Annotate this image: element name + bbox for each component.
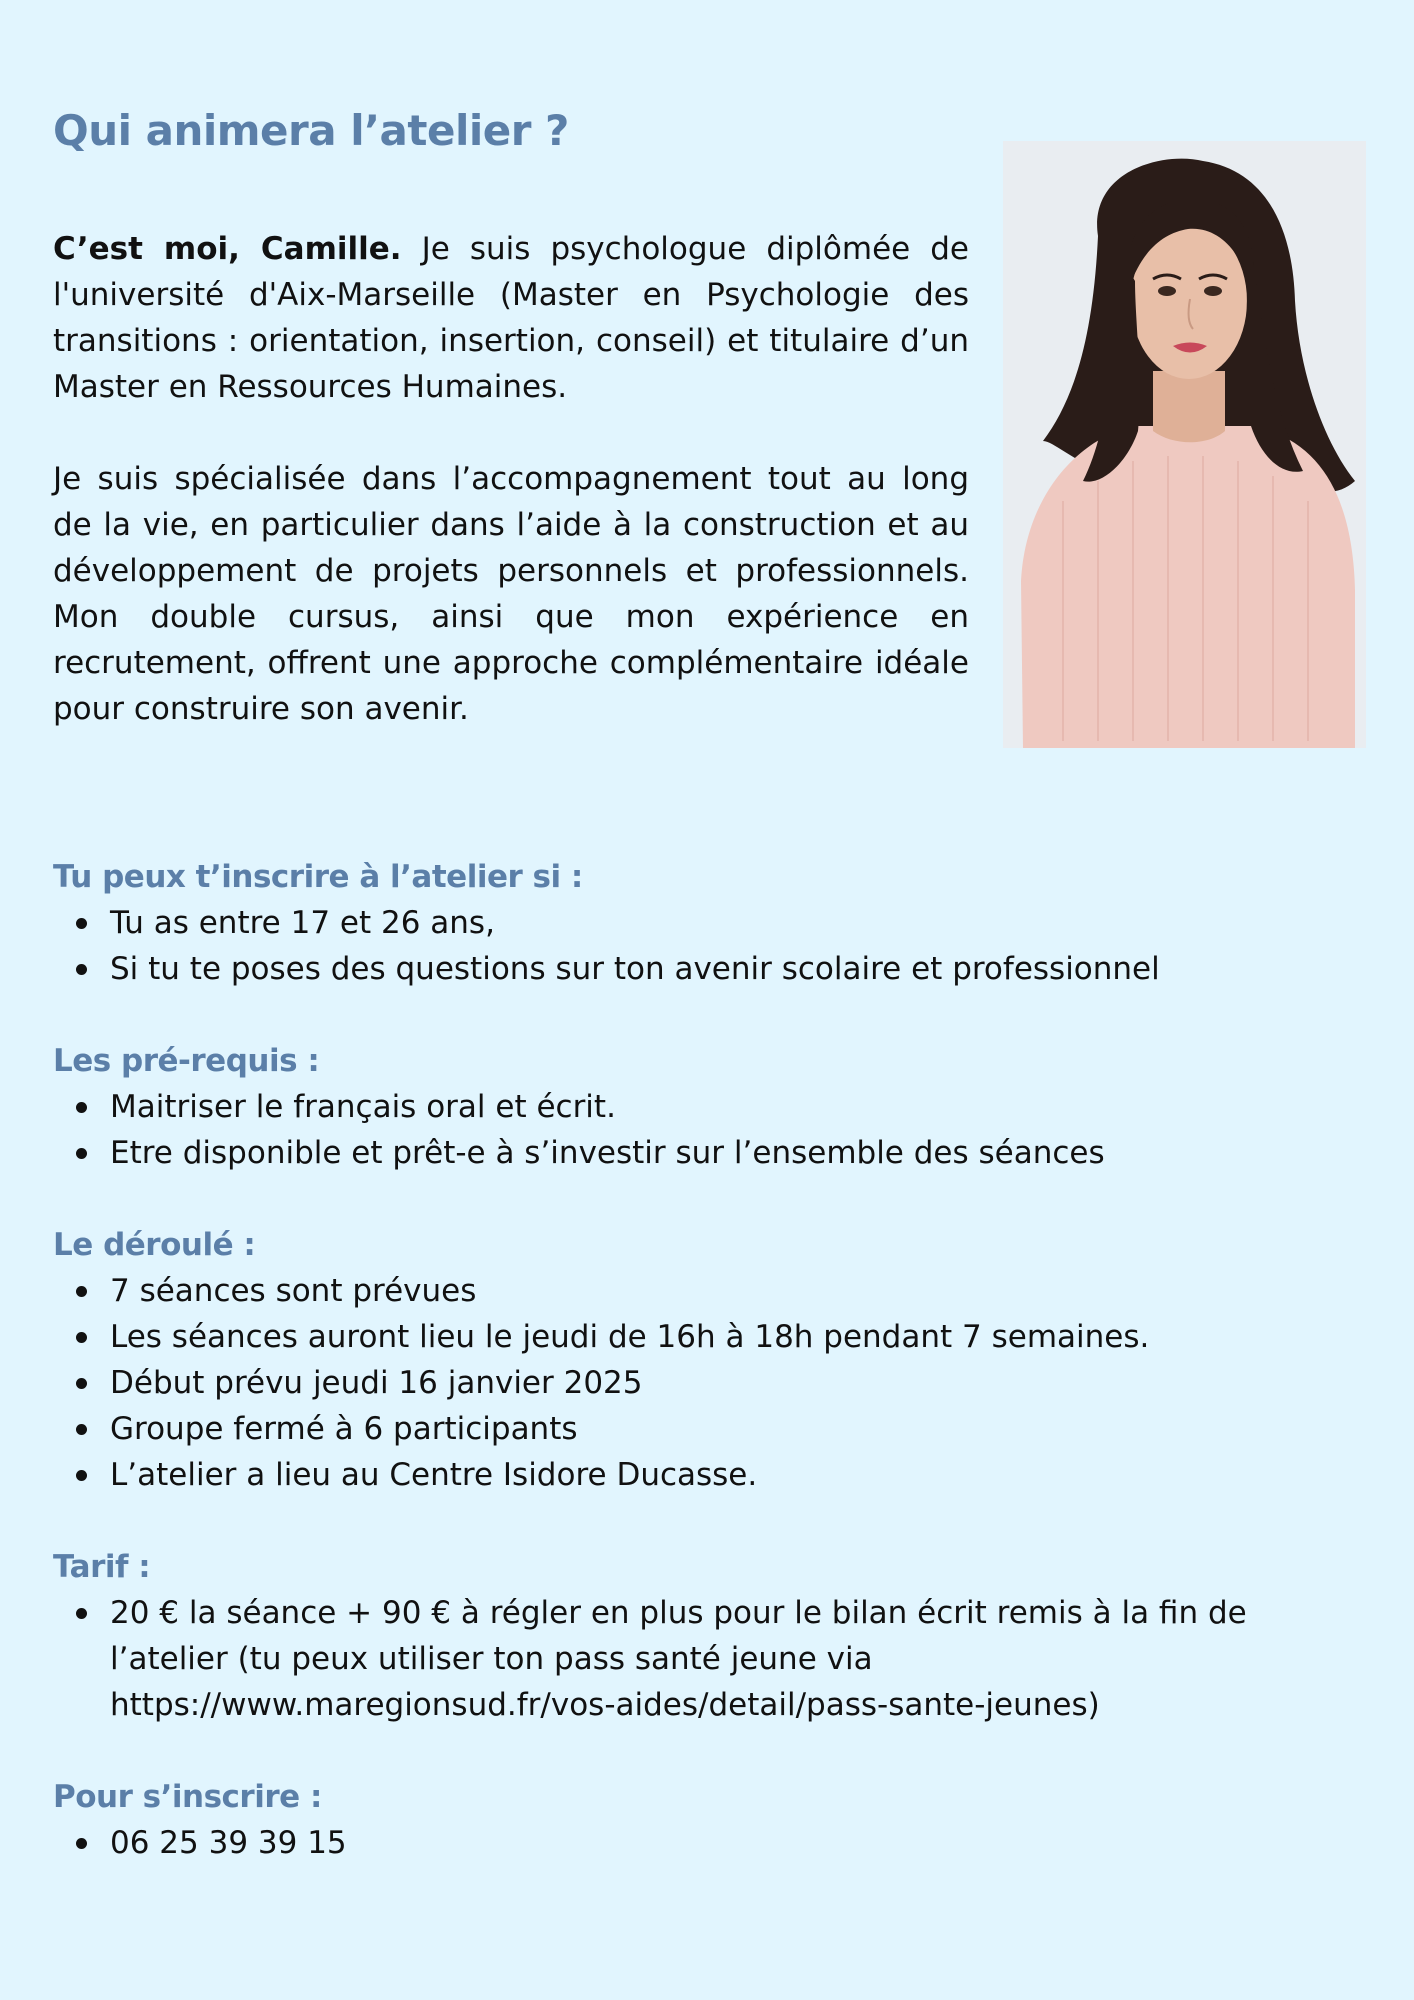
list-item-text: Les séances auront lieu le jeudi de 16h à 18h pendant 7 semaines. (110, 1319, 1150, 1355)
bullet-icon (76, 1378, 87, 1389)
intro-paragraph-1-text: Je suis psychologue diplômée de l'université d'Aix-Marseille (Master en Psychologie des transitions : orientation, insertion, conseil) et titulaire d’un Master en Ressources Humaines. (53, 231, 969, 405)
list-item-text: 20 € la séance + 90 € à régler en plus pour le bilan écrit remis à la fin de l’atelier (tu peux utiliser ton pass santé jeune via https://www.maregionsud.fr/vos-aides/detail/pass-sante-jeunes) (110, 1595, 1247, 1723)
list-item (53, 1268, 1373, 1314)
list-item-text: L’atelier a lieu au Centre Isidore Ducasse. (110, 1457, 758, 1493)
section-heading: Pour s’inscrire : (53, 1779, 322, 1815)
list-item-text: Etre disponible et prêt-e à s’investir sur l’ensemble des séances (110, 1135, 1105, 1171)
list-item-text: 7 séances sont prévues (110, 1273, 477, 1309)
list-item-text: Début prévu jeudi 16 janvier 2025 (110, 1365, 643, 1401)
section-schedule (53, 1222, 1373, 1498)
bullet-icon (76, 964, 87, 975)
bullet-list (53, 1084, 1373, 1176)
list-item-text: Groupe fermé à 6 participants (110, 1411, 578, 1447)
phone-number: 06 25 39 39 15 (110, 1825, 347, 1861)
section-heading: Tarif : (53, 1549, 151, 1585)
list-item (53, 1314, 1373, 1360)
list-item-text: Tu as entre 17 et 26 ans, (110, 905, 495, 941)
list-item (53, 1406, 1373, 1452)
portrait-photo (1003, 141, 1366, 748)
intro-paragraph-1 (53, 226, 969, 410)
portrait-illustration (1003, 141, 1366, 748)
info-sections (53, 854, 1373, 1912)
bullet-icon (76, 1102, 87, 1113)
section-prerequisites (53, 1038, 1373, 1176)
list-item (53, 1084, 1373, 1130)
bullet-icon (76, 1470, 87, 1481)
list-item-text: Si tu te poses des questions sur ton avenir scolaire et professionnel (110, 951, 1160, 987)
bullet-icon (76, 1148, 87, 1159)
bullet-icon (76, 1332, 87, 1343)
intro-paragraph-2: Je suis spécialisée dans l’accompagnement tout au long de la vie, en particulier dans l’aide à la construction et au développement de projets personnels et professionnels. Mon double cursus, ainsi que mon expérience en recrutement, offrent une approche complémentaire idéale pour construire son avenir. (53, 461, 969, 727)
bullet-icon (76, 918, 87, 929)
section-heading: Les pré-requis : (53, 1043, 320, 1079)
list-item-text: Maitriser le français oral et écrit. (110, 1089, 616, 1125)
list-item (53, 1452, 1373, 1498)
section-eligibility (53, 854, 1373, 992)
section-heading: Le déroulé : (53, 1227, 256, 1263)
bullet-list (53, 900, 1373, 992)
section-pricing (53, 1544, 1373, 1728)
bullet-icon (76, 1838, 87, 1849)
list-item (53, 1130, 1373, 1176)
list-item (53, 946, 1373, 992)
bullet-icon (76, 1608, 87, 1619)
list-item (53, 1820, 1373, 1866)
section-heading: Tu peux t’inscrire à l’atelier si : (53, 859, 583, 895)
bullet-list (53, 1268, 1373, 1498)
list-item (53, 1590, 1373, 1728)
bullet-list (53, 1590, 1373, 1728)
section-registration (53, 1774, 1373, 1866)
intro-text (53, 226, 969, 732)
intro-lead: C’est moi, Camille. (53, 231, 402, 267)
page-title: Qui animera l’atelier ? (53, 106, 569, 155)
bullet-icon (76, 1286, 87, 1297)
bullet-icon (76, 1424, 87, 1435)
list-item (53, 900, 1373, 946)
list-item (53, 1360, 1373, 1406)
bullet-list (53, 1820, 1373, 1866)
